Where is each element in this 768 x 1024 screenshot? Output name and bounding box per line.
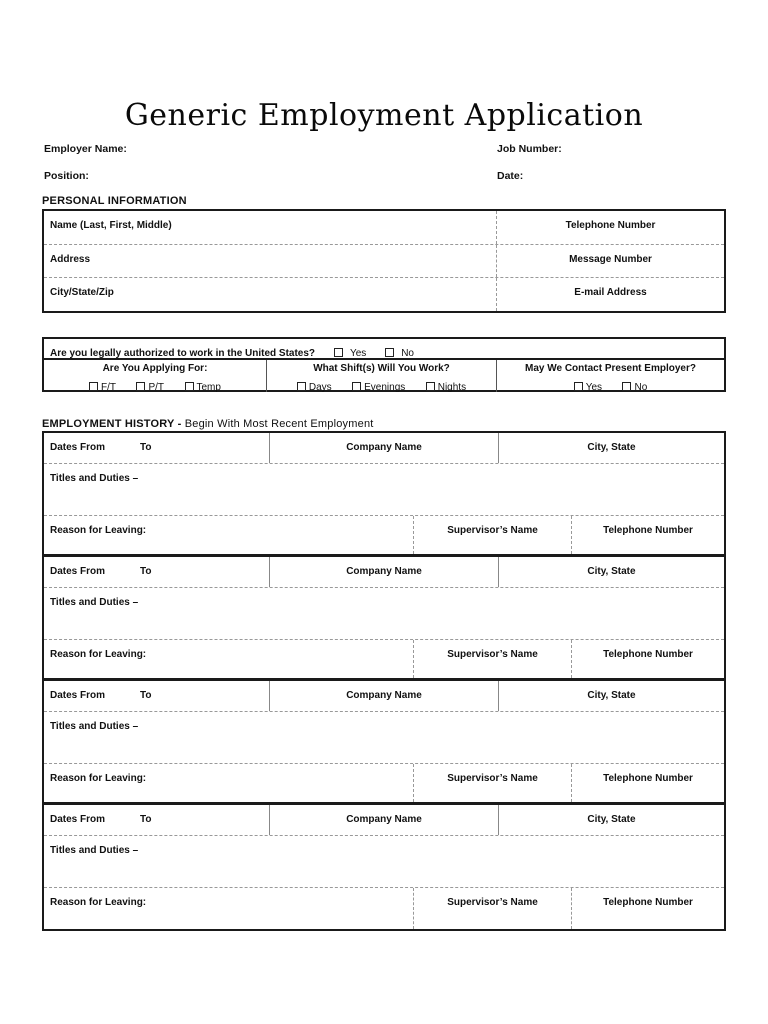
city-state-field-cell[interactable]: City, State xyxy=(587,814,636,825)
dates-field-cell[interactable]: Dates From To xyxy=(44,433,270,463)
employment-block-4 xyxy=(44,805,724,929)
company-name-field-cell[interactable]: Company Name xyxy=(270,557,499,587)
job-number-label: Job Number: xyxy=(497,143,562,155)
applying-for-options xyxy=(44,377,266,395)
checkbox-icon xyxy=(574,382,583,391)
employment-history-table xyxy=(42,431,726,931)
contact-employer-options xyxy=(497,377,724,395)
checkbox-ft[interactable]: F/T xyxy=(89,377,116,395)
checkbox-nights[interactable]: Nights xyxy=(426,377,466,395)
supervisor-field-cell[interactable]: Supervisor’s Name xyxy=(414,640,572,678)
work-authorization-question: Are you legally authorized to work in the United States? xyxy=(50,348,316,359)
checkbox-icon xyxy=(385,348,394,357)
supervisor-field-cell[interactable]: Supervisor’s Name xyxy=(414,764,572,802)
employer-name-label: Employer Name: xyxy=(44,143,127,155)
employment-block-2 xyxy=(44,557,724,681)
reason-field-cell[interactable]: Reason for Leaving: xyxy=(44,888,414,929)
shift-header: What Shift(s) Will You Work? xyxy=(313,363,450,374)
message-number-field-cell[interactable] xyxy=(497,245,724,278)
eligibility-columns-row xyxy=(44,360,724,392)
titles-duties-field-cell[interactable]: Titles and Duties – xyxy=(44,588,724,640)
checkbox-days[interactable]: Days xyxy=(297,377,332,395)
checkbox-authorized-yes[interactable]: Yes xyxy=(334,343,367,361)
city-state-field-cell[interactable]: City, State xyxy=(587,442,636,453)
checkbox-temp[interactable]: Temp xyxy=(185,377,221,395)
employment-history-section-title: EMPLOYMENT HISTORY - Begin With Most Recent Employment xyxy=(42,418,374,430)
table-row xyxy=(44,245,724,279)
checkbox-authorized-no[interactable]: No xyxy=(385,343,414,361)
dates-field-cell[interactable]: Dates From To xyxy=(44,557,270,587)
date-label: Date: xyxy=(497,170,524,182)
checkbox-icon xyxy=(622,382,631,391)
email-label: E-mail Address xyxy=(574,287,647,299)
shift-column xyxy=(267,360,497,392)
checkbox-icon xyxy=(185,382,194,391)
telephone-field-cell[interactable]: Telephone Number xyxy=(603,773,693,784)
table-row xyxy=(44,211,724,245)
telephone-label: Telephone Number xyxy=(565,220,656,231)
eligibility-table xyxy=(42,337,726,392)
checkbox-contact-yes[interactable]: Yes xyxy=(574,377,602,395)
contact-employer-column xyxy=(497,360,724,392)
supervisor-field-cell[interactable]: Supervisor’s Name xyxy=(414,888,572,929)
city-state-zip-label: City/State/Zip xyxy=(50,287,114,299)
telephone-field-cell[interactable]: Telephone Number xyxy=(603,525,693,536)
checkbox-icon xyxy=(136,382,145,391)
meta-row-2 xyxy=(44,170,726,182)
table-row xyxy=(44,888,724,929)
checkbox-icon xyxy=(297,382,306,391)
table-row xyxy=(44,764,724,802)
city-state-field-cell[interactable]: City, State xyxy=(587,566,636,577)
table-row xyxy=(44,557,724,588)
meta-row-1 xyxy=(44,143,726,155)
employment-block-1 xyxy=(44,433,724,557)
message-number-label: Message Number xyxy=(569,253,652,265)
personal-info-table xyxy=(42,209,726,313)
applying-for-column xyxy=(44,360,267,392)
titles-duties-field-cell[interactable]: Titles and Duties – xyxy=(44,836,724,888)
checkbox-pt[interactable]: P/T xyxy=(136,377,164,395)
reason-field-cell[interactable]: Reason for Leaving: xyxy=(44,516,414,554)
table-row xyxy=(44,278,724,311)
company-name-field-cell[interactable]: Company Name xyxy=(270,805,499,835)
table-row xyxy=(44,681,724,712)
address-label: Address xyxy=(50,253,91,265)
personal-info-section-title: PERSONAL INFORMATION xyxy=(42,195,187,207)
address-field-cell[interactable] xyxy=(44,245,497,278)
dates-field-cell[interactable]: Dates From To xyxy=(44,681,270,711)
supervisor-field-cell[interactable]: Supervisor’s Name xyxy=(414,516,572,554)
page-title: Generic Employment Application xyxy=(124,98,644,133)
shift-options xyxy=(267,377,496,395)
company-name-field-cell[interactable]: Company Name xyxy=(270,433,499,463)
company-name-field-cell[interactable]: Company Name xyxy=(270,681,499,711)
telephone-field-cell[interactable]: Telephone Number xyxy=(603,897,693,908)
table-row xyxy=(44,640,724,678)
checkbox-icon xyxy=(89,382,98,391)
telephone-field-cell[interactable] xyxy=(497,211,724,244)
work-authorization-row xyxy=(44,339,724,360)
name-field-cell[interactable] xyxy=(44,211,497,244)
reason-field-cell[interactable]: Reason for Leaving: xyxy=(44,640,414,678)
contact-employer-header: May We Contact Present Employer? xyxy=(525,363,696,374)
employment-block-3 xyxy=(44,681,724,805)
checkbox-evenings[interactable]: Evenings xyxy=(352,377,405,395)
reason-field-cell[interactable]: Reason for Leaving: xyxy=(44,764,414,802)
city-state-zip-field-cell[interactable] xyxy=(44,278,497,311)
checkbox-icon xyxy=(334,348,343,357)
dates-field-cell[interactable]: Dates From To xyxy=(44,805,270,835)
position-label: Position: xyxy=(44,170,89,182)
titles-duties-field-cell[interactable]: Titles and Duties – xyxy=(44,712,724,764)
telephone-field-cell[interactable]: Telephone Number xyxy=(603,649,693,660)
applying-for-header: Are You Applying For: xyxy=(102,363,208,374)
name-label: Name (Last, First, Middle) xyxy=(50,220,172,231)
table-row xyxy=(44,433,724,464)
titles-duties-field-cell[interactable]: Titles and Duties – xyxy=(44,464,724,516)
table-row xyxy=(44,805,724,836)
checkbox-icon xyxy=(426,382,435,391)
email-field-cell[interactable] xyxy=(497,278,724,311)
checkbox-icon xyxy=(352,382,361,391)
checkbox-contact-no[interactable]: No xyxy=(622,377,647,395)
table-row xyxy=(44,516,724,554)
city-state-field-cell[interactable]: City, State xyxy=(587,690,636,701)
